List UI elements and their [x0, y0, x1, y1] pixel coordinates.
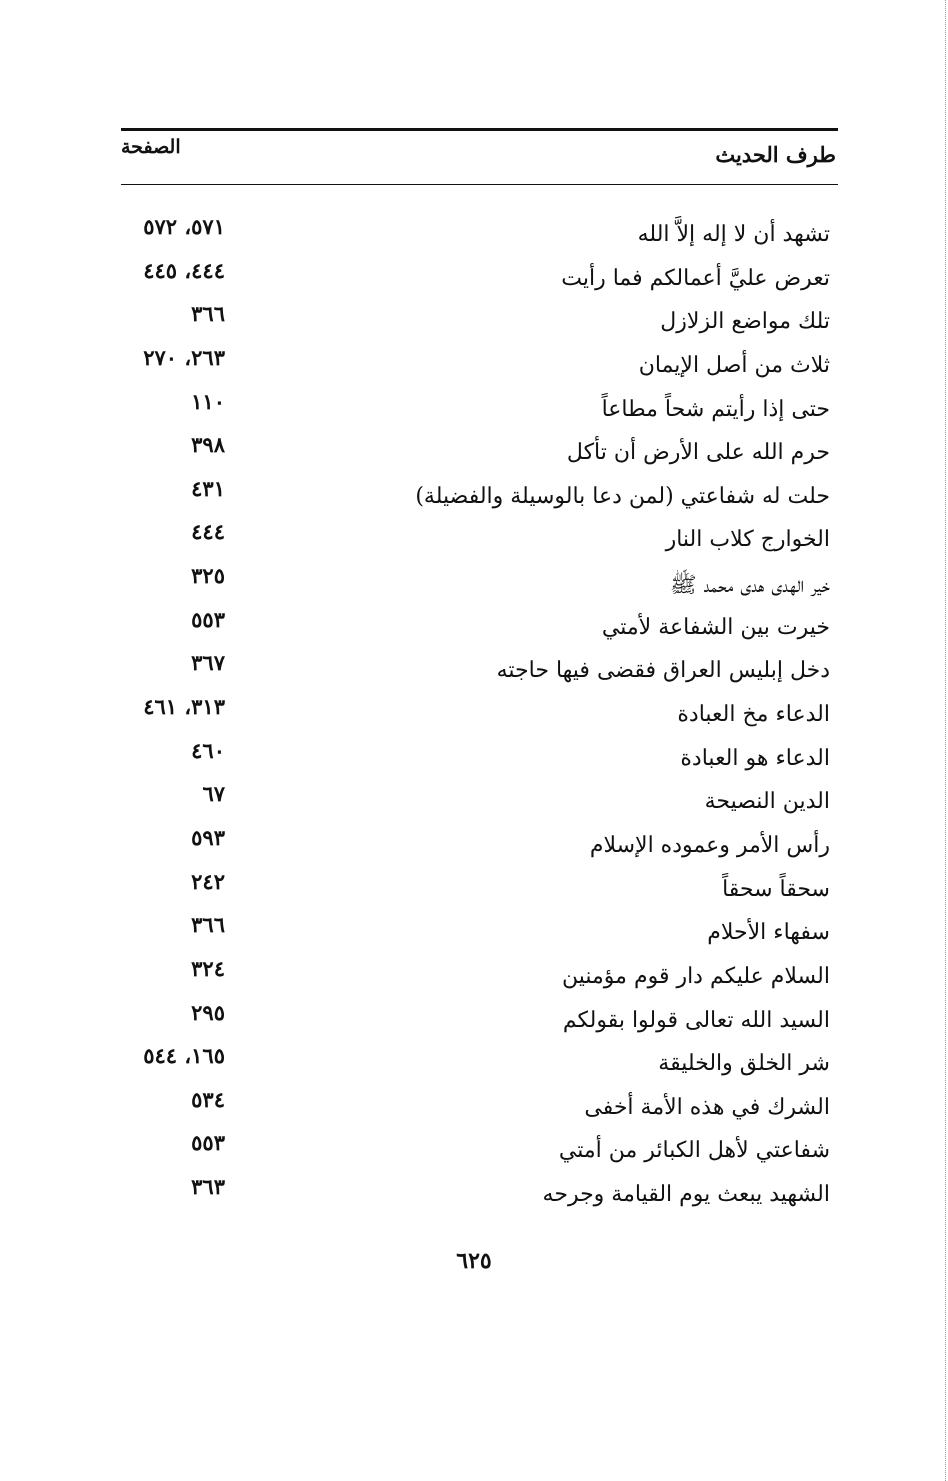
- index-entry: [121, 908, 838, 952]
- header-page-column: الصفحة: [121, 136, 181, 158]
- page-references: ٢٦٣، ٢٧٠: [143, 344, 225, 370]
- page-number: ٦٢٥: [456, 1248, 492, 1274]
- page-references: ٣٢٥: [191, 563, 225, 589]
- hadith-text: رأس الأمر وعموده الإسلام: [589, 832, 830, 858]
- page-references: ٥٥٣: [191, 606, 225, 632]
- header-bottom-rule: [121, 184, 838, 185]
- index-entry: [121, 690, 838, 734]
- index-entry: [121, 821, 838, 865]
- page-references: ٣٩٨: [191, 432, 225, 458]
- page-references: ٣٢٤: [191, 955, 225, 981]
- hadith-text: حتى إذا رأيتم شحاً مطاعاً: [601, 396, 830, 422]
- hadith-text: حلت له شفاعتي (لمن دعا بالوسيلة والفضيلة): [415, 483, 830, 509]
- table-header: [121, 136, 838, 180]
- hadith-text: الدعاء مخ العبادة: [677, 702, 830, 728]
- hadith-text: الدين النصيحة: [704, 789, 830, 815]
- index-entry: [121, 865, 838, 909]
- index-entry: [121, 254, 838, 298]
- hadith-index-list: [121, 210, 838, 1214]
- page-references: ٤٤٤، ٤٤٥: [143, 257, 225, 283]
- index-entry: [121, 1039, 838, 1083]
- hadith-text: تشهد أن لا إله إلاَّ الله: [637, 222, 830, 247]
- page-references: ٤٣١: [191, 475, 225, 501]
- index-entry: [121, 341, 838, 385]
- hadith-text: الشهيد يبعث يوم القيامة وجرحه: [542, 1182, 830, 1208]
- hadith-text: السيد الله تعالى قولوا بقولكم: [562, 1007, 830, 1033]
- index-entry: [121, 515, 838, 559]
- index-entry: [121, 952, 838, 996]
- hadith-text: سفهاء الأحلام: [707, 920, 830, 946]
- index-entry: [121, 559, 838, 603]
- hadith-text: حرم الله على الأرض أن تأكل: [566, 440, 830, 466]
- index-entry: [121, 1126, 838, 1170]
- page-references: ٣٦٦: [191, 912, 225, 938]
- page-references: ١١٠: [191, 388, 225, 414]
- page-references: ٥٩٣: [191, 824, 225, 850]
- page-references: ٣٦٧: [191, 650, 225, 676]
- hadith-text: دخل إبليس العراق فقضى فيها حاجته: [496, 658, 830, 684]
- page-references: ٥٧١، ٥٧٢: [143, 214, 225, 239]
- index-entry: [121, 385, 838, 429]
- index-entry: [121, 603, 838, 647]
- hadith-text: الشرك في هذه الأمة أخفى: [584, 1094, 830, 1120]
- page-references: ٤٤٤: [191, 519, 225, 545]
- hadith-text: السلام عليكم دار قوم مؤمنين: [562, 963, 830, 989]
- hadith-text: ثلاث من أصل الإيمان: [638, 352, 830, 378]
- page-references: ٥٣٤: [191, 1086, 225, 1112]
- hadith-text: الدعاء هو العبادة: [680, 745, 830, 771]
- index-entry: [121, 210, 838, 254]
- page-references: ٣٦٣: [191, 1174, 225, 1200]
- page-references: ٤٦٠: [191, 737, 225, 763]
- hadith-text: تعرض عليَّ أعمالكم فما رأيت: [561, 265, 830, 291]
- index-entry: [121, 428, 838, 472]
- hadith-text: خير الهدى هدى محمد ﷺ: [670, 573, 830, 599]
- index-entry: [121, 777, 838, 821]
- index-entry: [121, 297, 838, 341]
- hadith-text: شفاعتي لأهل الكبائر من أمتي: [558, 1138, 830, 1164]
- hadith-text: الخوارج كلاب النار: [665, 527, 830, 553]
- page-references: ٣٦٦: [191, 301, 225, 327]
- index-entry: [121, 646, 838, 690]
- header-top-rule: [121, 128, 838, 131]
- page-references: ٥٥٣: [191, 1130, 225, 1156]
- hadith-text: تلك مواضع الزلازل: [660, 309, 830, 335]
- page-references: ١٦٥، ٥٤٤: [143, 1043, 225, 1069]
- hadith-text: شر الخلق والخليقة: [658, 1051, 830, 1077]
- hadith-text: خيرت بين الشفاعة لأمتي: [601, 614, 830, 640]
- index-entry: [121, 472, 838, 516]
- header-hadith-title: طرف الحديث: [715, 142, 836, 167]
- index-entry: [121, 1170, 838, 1214]
- page-references: ٢٤٢: [191, 868, 225, 894]
- page-references: ٢٩٥: [191, 999, 225, 1025]
- page-references: ٦٧: [202, 781, 225, 807]
- index-entry: [121, 996, 838, 1040]
- hadith-text: سحقاً سحقاً: [722, 876, 830, 902]
- index-entry: [121, 734, 838, 778]
- index-entry: [121, 1083, 838, 1127]
- page-references: ٣١٣، ٤٦١: [143, 694, 225, 720]
